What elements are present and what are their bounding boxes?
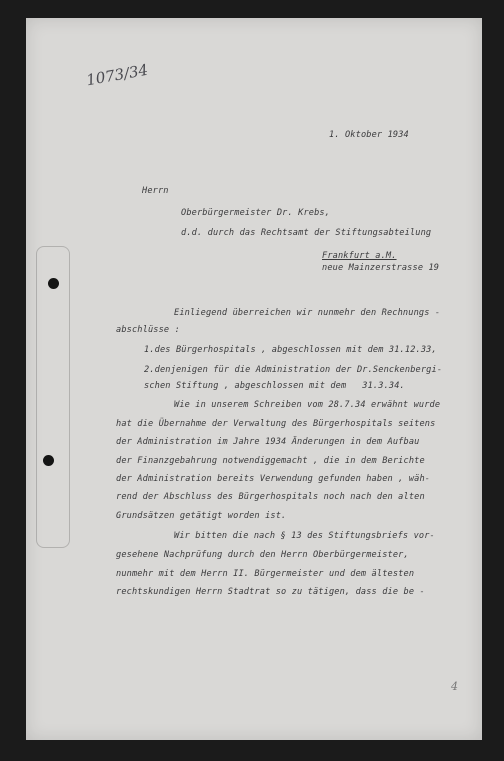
salutation: Herrn xyxy=(142,186,169,196)
body-line: rechtskundigen Herrn Stadtrat so zu tätigen, dass die be - xyxy=(116,587,425,597)
body-line: 1.des Bürgerhospitals , abgeschlossen mit dem 31.12.33, xyxy=(144,345,437,355)
body-line: nunmehr mit dem Herrn II. Bürgermeister und dem ältesten xyxy=(116,569,415,579)
body-line: Grundsätzen getätigt worden ist. xyxy=(116,511,287,521)
body-line: 2.denjenigen für die Administration der Dr.Senckenbergi- xyxy=(144,365,443,375)
address-street: neue Mainzerstrasse 19 xyxy=(322,263,440,273)
body-line: der Administration im Jahre 1934 Änderungen in dem Aufbau xyxy=(116,437,420,447)
body-line: abschlüsse : xyxy=(116,325,180,335)
punch-hole-bottom xyxy=(43,455,54,466)
letter-date: 1. Oktober 1934 xyxy=(329,130,409,140)
punch-hole-top xyxy=(48,278,59,289)
body-line: hat die Übernahme der Verwaltung des Bürgerhospitals seitens xyxy=(116,419,436,429)
body-line: Wie in unserem Schreiben vom 28.7.34 erwähnt wurde xyxy=(174,400,441,410)
address-line-1: Oberbürgermeister Dr. Krebs, xyxy=(181,208,331,218)
page-number-mark: 4 xyxy=(451,680,458,693)
fold-crease xyxy=(36,246,70,548)
body-line: Wir bitten die nach § 13 des Stiftungsbriefs vor- xyxy=(174,531,435,541)
body-line: rend der Abschluss des Bürgerhospitals noch nach den alten xyxy=(116,492,425,502)
handwritten-reference-number: 1073/34 xyxy=(84,60,150,90)
body-line: der Administration bereits Verwendung gefunden haben , wäh- xyxy=(116,474,431,484)
body-line: der Finanzgebahrung notwendiggemacht , die in dem Berichte xyxy=(116,456,425,466)
body-line: schen Stiftung , abgeschlossen mit dem 31.3.34. xyxy=(144,381,405,391)
address-line-2: d.d. durch das Rechtsamt der Stiftungsabteilung xyxy=(181,228,432,238)
body-line: Einliegend überreichen wir nunmehr den Rechnungs - xyxy=(174,308,441,318)
body-line: gesehene Nachprüfung durch den Herrn Oberbürgermeister, xyxy=(116,550,409,560)
address-city: Frankfurt a.M. xyxy=(322,251,397,261)
letter-page xyxy=(26,18,482,740)
